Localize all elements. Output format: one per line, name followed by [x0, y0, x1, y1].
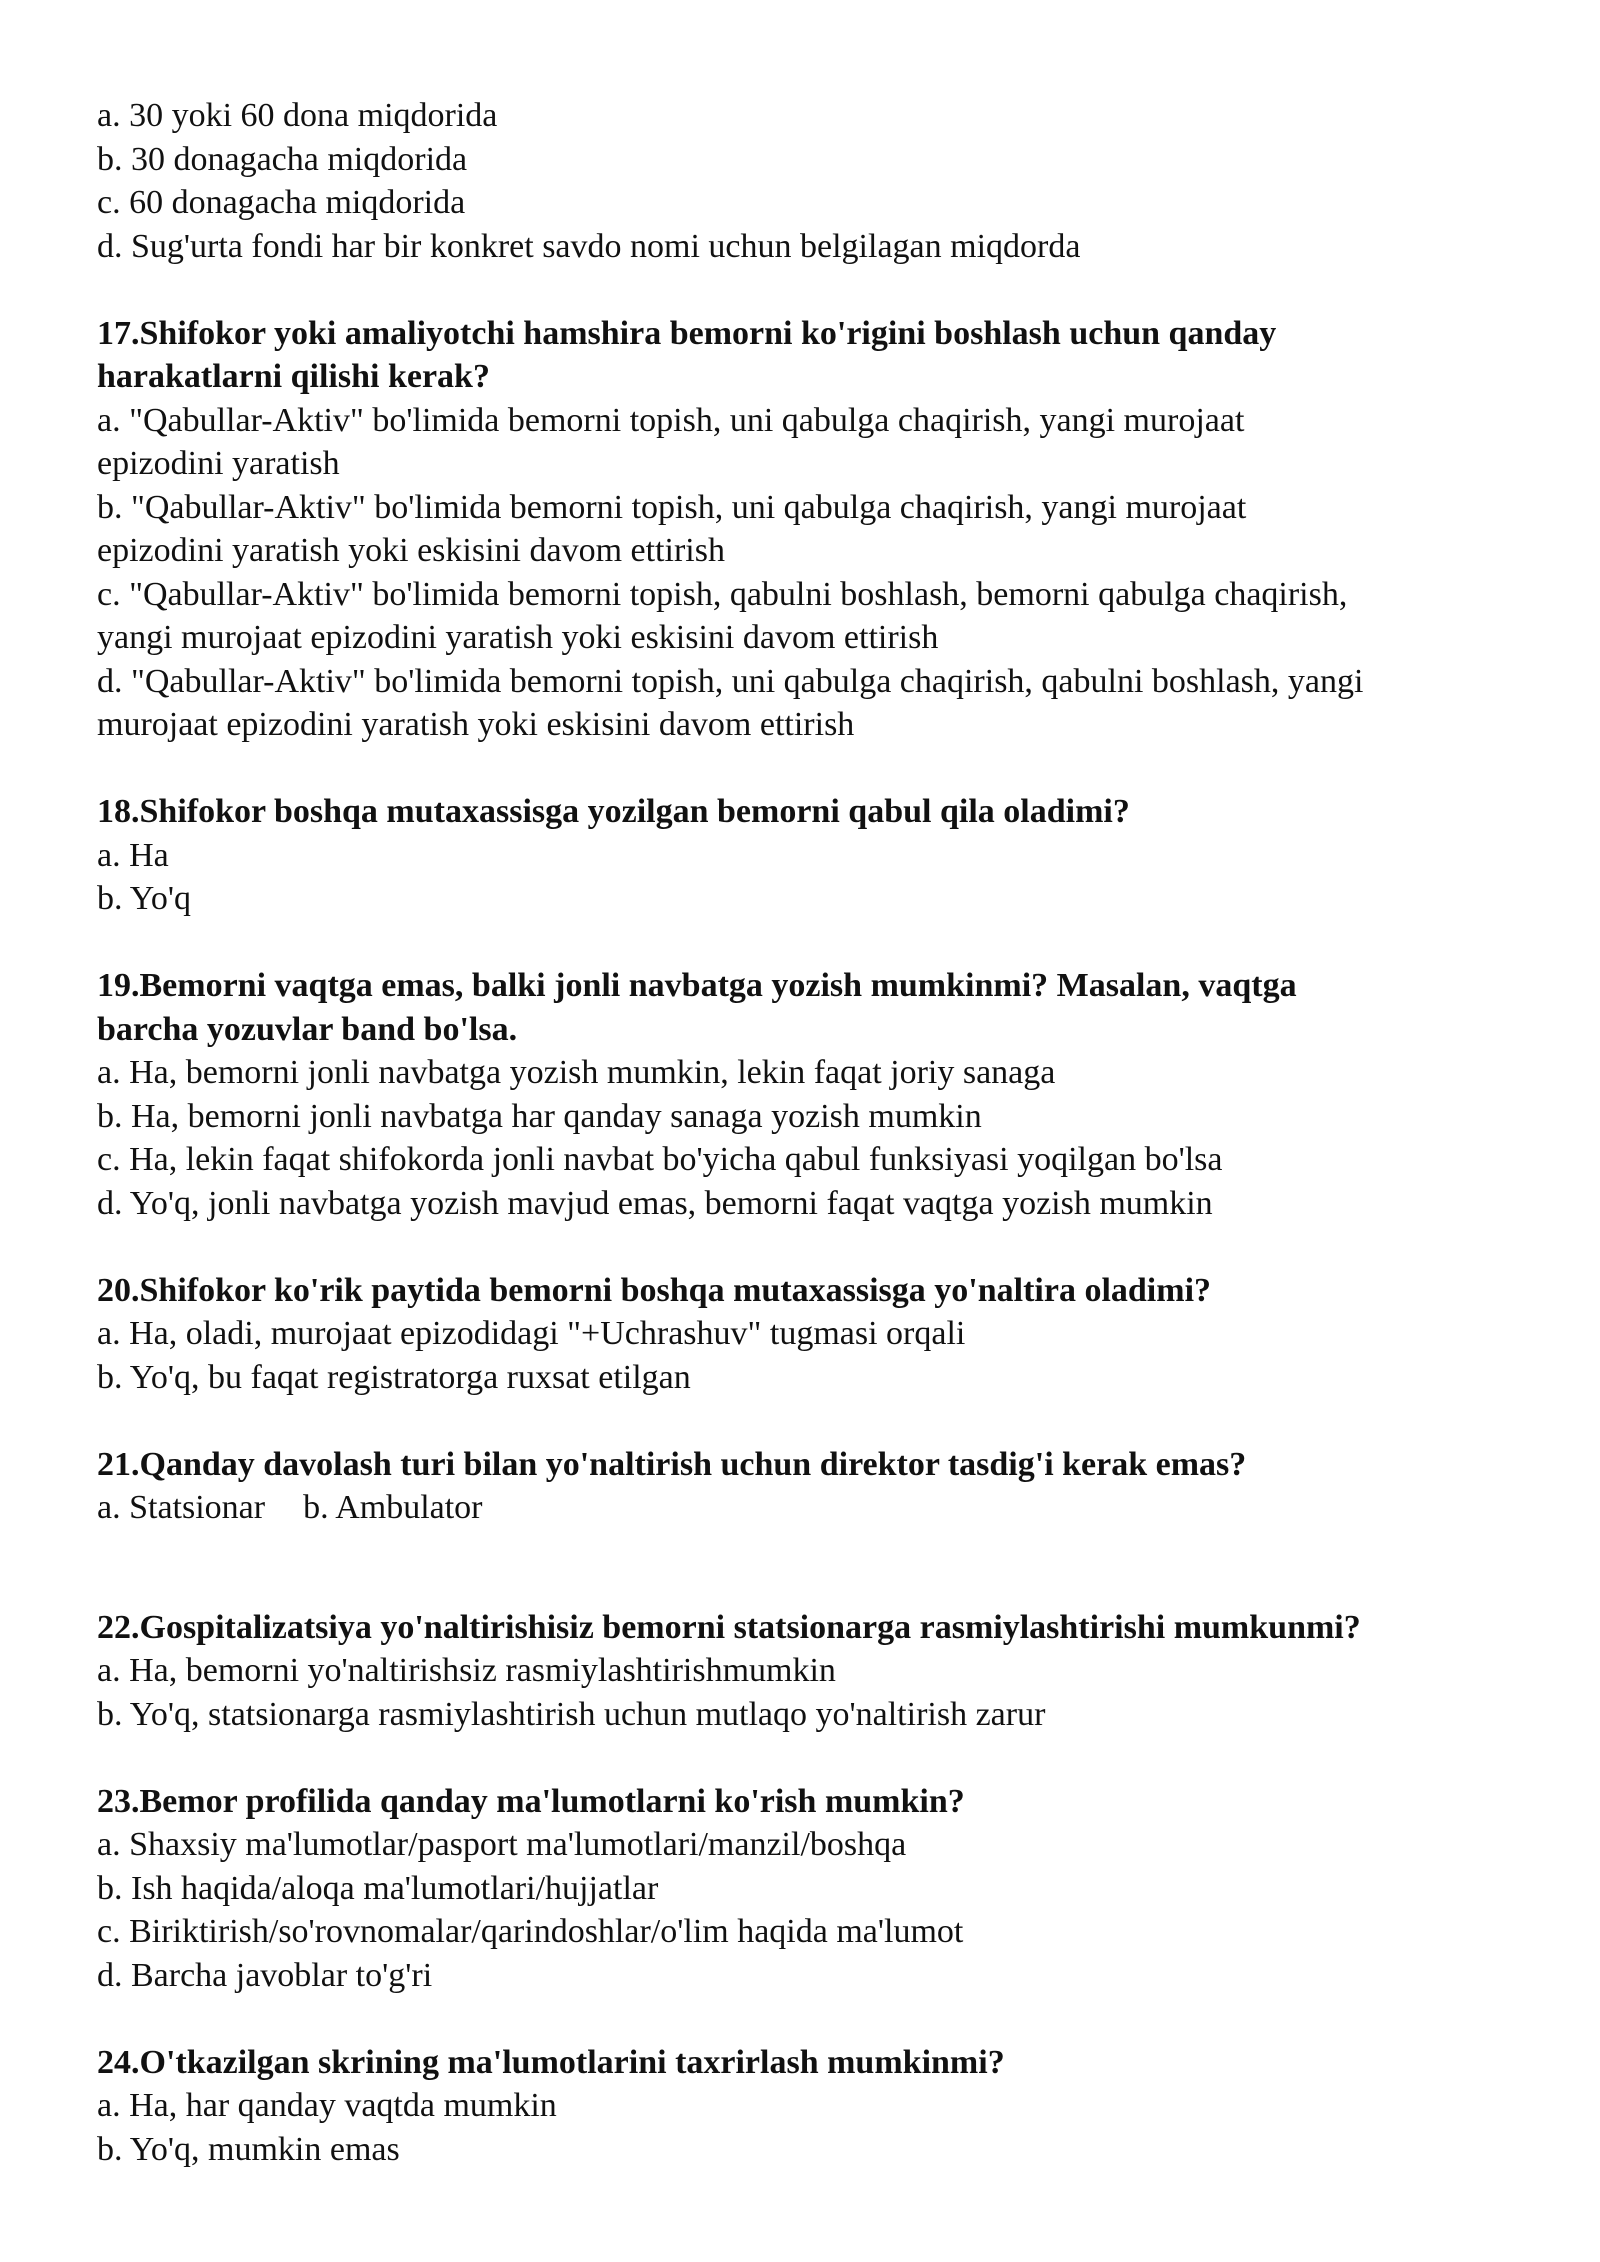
answer-option: b. Yo'q: [97, 880, 192, 917]
answer-option: b. Yo'q, mumkin emas: [97, 2130, 400, 2168]
answer-option: b. Ish haqida/aloqa ma'lumotlari/hujjatlar: [97, 1869, 659, 1907]
spacer: [97, 268, 1537, 312]
question-text: barcha yozuvlar band bo'lsa.: [97, 1010, 518, 1048]
question-24: [97, 2041, 1537, 2172]
answer-option: d. Sug'urta fondi har bir konkret savdo nomi uchun belgilagan miqdorda: [97, 227, 1081, 265]
answer-option: c. Biriktirish/so'rovnomalar/qarindoshlar/o'lim haqida ma'lumot: [97, 1913, 964, 1950]
spacer: [97, 921, 1537, 965]
question-23: [97, 1780, 1537, 1998]
question-20: [97, 1269, 1537, 1400]
question-text: 22.Gospitalizatsiya yo'naltirishisiz bemorni statsionarga rasmiylashtirishi mumkunmi?: [97, 1608, 1361, 1646]
answer-option: a. Ha: [97, 836, 169, 874]
answer-option: b. 30 donagacha miqdorida: [97, 140, 468, 178]
answer-option: yangi murojaat epizodini yaratish yoki eskisini davom ettirish: [97, 619, 939, 656]
spacer: [97, 1736, 1537, 1780]
answer-option: a. Ha, bemorni jonli navbatga yozish mumkin, lekin faqat joriy sanaga: [97, 1054, 1056, 1091]
spacer: [97, 1225, 1537, 1269]
answer-option: b. Ambulator: [303, 1489, 483, 1526]
spacer: [97, 747, 1537, 791]
answer-option: a. 30 yoki 60 dona miqdorida: [97, 97, 498, 134]
question-17: [97, 312, 1537, 747]
answer-option: b. Yo'q, bu faqat registratorga ruxsat etilgan: [97, 1358, 691, 1396]
answer-option: epizodini yaratish yoki eskisini davom ettirish: [97, 532, 725, 569]
answer-option: epizodini yaratish: [97, 445, 340, 482]
answer-options-row: [97, 1486, 1537, 1530]
spacer: [97, 1997, 1537, 2041]
answer-option: d. "Qabullar-Aktiv" bo'limida bemorni topish, uni qabulga chaqirish, qabulni boshlash, yangi: [97, 662, 1364, 700]
answer-option: a. Shaxsiy ma'lumotlar/pasport ma'lumotlari/manzil/boshqa: [97, 1826, 907, 1863]
question-text: 19.Bemorni vaqtga emas, balki jonli navbatga yozish mumkinmi? Masalan, vaqtga: [97, 967, 1297, 1004]
answer-option: b. Yo'q, statsionarga rasmiylashtirish uchun mutlaqo yo'naltirish zarur: [97, 1695, 1046, 1733]
answer-option: b. "Qabullar-Aktiv" bo'limida bemorni topish, uni qabulga chaqirish, yangi murojaat: [97, 488, 1247, 526]
answer-option: c. 60 donagacha miqdorida: [97, 184, 466, 221]
document-page: [97, 94, 1537, 2171]
answer-option: c. "Qabullar-Aktiv" bo'limida bemorni topish, qabulni boshlash, bemorni qabulga chaqirish,: [97, 575, 1348, 613]
answer-option: murojaat epizodini yaratish yoki eskisini davom ettirish: [97, 706, 855, 743]
answer-option: b. Ha, bemorni jonli navbatga har qanday sanaga yozish mumkin: [97, 1097, 982, 1135]
spacer: [97, 1530, 1537, 1606]
question-text: 20.Shifokor ko'rik paytida bemorni boshqa mutaxassisga yo'naltira oladimi?: [97, 1271, 1212, 1309]
question-18: [97, 790, 1537, 921]
question-text: 21.Qanday davolash turi bilan yo'naltirish uchun direktor tasdig'i kerak emas?: [97, 1445, 1247, 1483]
question-text: 23.Bemor profilida qanday ma'lumotlarni ko'rish mumkin?: [97, 1782, 965, 1820]
answer-option: a. Ha, har qanday vaqtda mumkin: [97, 2087, 557, 2124]
answer-option: d. Yo'q, jonli navbatga yozish mavjud emas, bemorni faqat vaqtga yozish mumkin: [97, 1184, 1213, 1222]
question-16-options: [97, 94, 1537, 268]
question-text: 24.O'tkazilgan skrining ma'lumotlarini taxrirlash mumkinmi?: [97, 2043, 1005, 2081]
question-22: [97, 1606, 1537, 1737]
answer-option: a. "Qabullar-Aktiv" bo'limida bemorni topish, uni qabulga chaqirish, yangi murojaat: [97, 401, 1245, 439]
answer-option: d. Barcha javoblar to'g'ri: [97, 1956, 433, 1994]
question-text: harakatlarni qilishi kerak?: [97, 358, 490, 395]
question-19: [97, 964, 1537, 1225]
question-text: 17.Shifokor yoki amaliyotchi hamshira bemorni ko'rigini boshlash uchun qanday: [97, 314, 1277, 352]
spacer: [97, 1399, 1537, 1443]
answer-option: a. Statsionar: [97, 1489, 266, 1526]
question-text: 18.Shifokor boshqa mutaxassisga yozilgan bemorni qabul qila oladimi?: [97, 793, 1130, 830]
question-21: [97, 1443, 1537, 1530]
answer-option: a. Ha, oladi, murojaat epizodidagi "+Uchrashuv" tugmasi orqali: [97, 1315, 966, 1352]
answer-option: c. Ha, lekin faqat shifokorda jonli navbat bo'yicha qabul funksiyasi yoqilgan bo'lsa: [97, 1141, 1223, 1178]
answer-option: a. Ha, bemorni yo'naltirishsiz rasmiylashtirishmumkin: [97, 1652, 836, 1689]
